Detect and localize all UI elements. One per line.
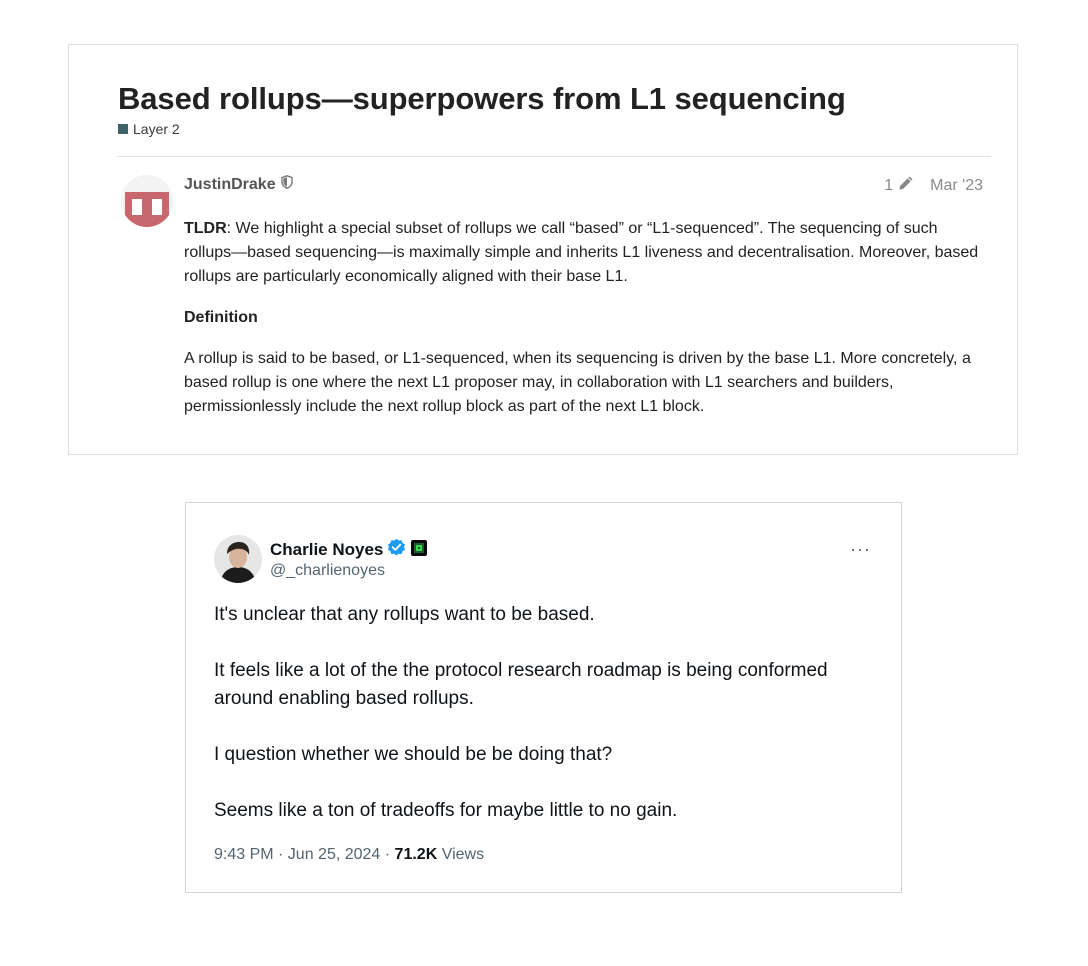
edit-count: 1 — [884, 176, 894, 194]
tweet-text — [214, 601, 884, 853]
author-username: JustinDrake — [184, 175, 276, 193]
topic-title[interactable]: Based rollups—superpowers from L1 sequencing — [118, 81, 846, 116]
tldr-label: TLDR — [184, 220, 227, 237]
verified-badge-icon — [387, 538, 406, 562]
shield-icon — [281, 175, 293, 194]
avatar[interactable] — [121, 175, 173, 227]
views-count: 71.2K — [394, 846, 438, 863]
tweet-paragraph: It's unclear that any rollups want to be based. — [214, 604, 595, 625]
letter-avatar-icon — [121, 175, 173, 227]
affiliate-badge-icon[interactable] — [411, 540, 427, 561]
post-author[interactable] — [184, 175, 293, 194]
title-divider — [117, 156, 991, 157]
tweet-timestamp[interactable]: 9:43 PM · Jun 25, 2024 · — [214, 846, 395, 863]
more-options-icon[interactable]: ··· — [850, 539, 871, 559]
tweet-footer — [214, 846, 484, 864]
tldr-paragraph — [184, 217, 984, 289]
tweet-card — [185, 502, 902, 893]
views-label: Views — [437, 846, 485, 863]
tweet-author-name[interactable] — [270, 538, 427, 562]
tweet-paragraph: I question whether we should be be doing that? — [214, 744, 613, 765]
definition-paragraph: A rollup is said to be based, or L1-sequenced, when its sequencing is driven by the base L1. More concretely, a based rollup is one where the next L1 proposer may, in collaboration with L1 searchers and builders, permissionlessly include the next rollup block as part of the next L1 block. — [184, 350, 971, 415]
category-swatch — [118, 124, 128, 134]
avatar[interactable] — [214, 535, 262, 583]
display-name: Charlie Noyes — [270, 540, 384, 559]
edit-history-button[interactable] — [884, 175, 930, 196]
tweet-paragraph: It feels like a lot of the the protocol research roadmap is being conformed around enabling based rollups. — [214, 660, 828, 709]
pencil-icon — [898, 175, 914, 196]
tldr-text: : We highlight a special subset of rollups we call “based” or “L1-sequenced”. The sequencing of such rollups—based sequencing—is maximally simple and inherits L1 liveness and decentralisation. Moreover, based rollups are particularly economically aligned with their base L1. — [184, 220, 979, 285]
category-label: Layer 2 — [133, 121, 180, 137]
definition-heading: Definition — [184, 309, 258, 326]
forum-post-card — [68, 44, 1018, 455]
tweet-paragraph: Seems like a ton of tradeoffs for maybe little to no gain. — [214, 800, 678, 821]
tweet-handle[interactable]: @_charlienoyes — [270, 562, 385, 579]
category-badge[interactable] — [118, 121, 180, 137]
post-meta — [884, 175, 983, 196]
post-date[interactable]: Mar '23 — [930, 176, 983, 194]
post-body — [184, 217, 984, 436]
profile-photo-icon — [214, 535, 262, 583]
